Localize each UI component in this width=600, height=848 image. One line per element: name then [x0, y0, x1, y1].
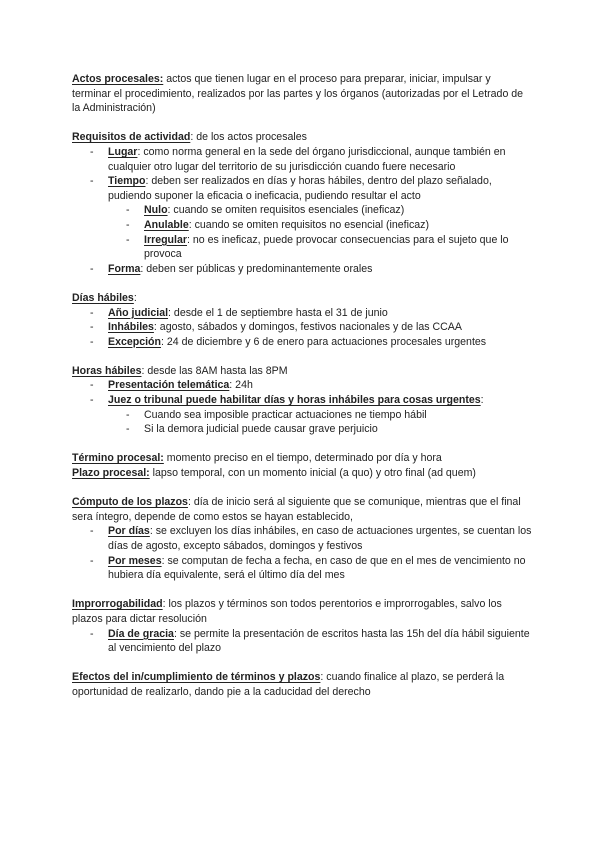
list-item [72, 320, 532, 335]
term: Irregular [144, 233, 187, 246]
sub-list-item: - Si la demora judicial puede causar grave perjuicio [72, 422, 532, 437]
term: Inhábiles [108, 321, 154, 334]
dias-habiles-heading [72, 291, 532, 306]
definition: : cuando se omiten requisitos no esencial (ineficaz) [188, 218, 429, 231]
term: Nulo [144, 204, 168, 217]
definition: : deben ser realizados en días y horas hábiles, dentro del plazo señalado, pudiendo suponer la eficacia o ineficacia, pudiendo resultar el acto [108, 175, 492, 202]
horas-habiles-heading [72, 364, 532, 379]
definition: : desde el 1 de septiembre hasta el 31 de junio [168, 306, 388, 319]
list-item [72, 145, 532, 174]
term: Efectos del in/cumplimiento de términos y plazos [72, 671, 321, 684]
list-item [72, 524, 532, 553]
computo-list [72, 524, 532, 582]
definition: momento preciso en el tiempo, determinado por día y hora [163, 452, 442, 465]
definition: : se permite la presentación de escritos hasta las 15h del día hábil siguiente al vencimiento del plazo [108, 627, 530, 655]
document-page [72, 72, 532, 700]
plazo-procesal-paragraph [72, 466, 532, 481]
definition: : se computan de fecha a fecha, en caso de que en el mes de vencimiento no hubiera día equivalente, será el último día del mes [108, 554, 526, 582]
term: Por meses [108, 554, 162, 567]
sub-list-item [72, 233, 532, 262]
requisitos-list [72, 145, 532, 276]
list-item [72, 335, 532, 350]
term: Forma [108, 262, 141, 275]
list-item [72, 554, 532, 583]
termino-procesal-paragraph [72, 451, 532, 466]
definition: : como norma general en la sede del órgano jurisdiccional, aunque también en cualquier otro lugar del territorio de su jurisdicción cuando fuere necesario [108, 145, 506, 173]
term: Improrrogabilidad [72, 598, 163, 611]
dias-list [72, 306, 532, 350]
sub-list-item [72, 203, 532, 218]
definition: : [480, 394, 484, 407]
definition: : agosto, sábados y domingos, festivos nacionales y de las CCAA [153, 321, 462, 334]
definition: : 24 de diciembre y 6 de enero para actuaciones procesales urgentes [161, 335, 487, 348]
term: Por días [108, 525, 150, 538]
term: Plazo procesal: [72, 467, 150, 480]
definition: : se excluyen los días inhábiles, en caso de actuaciones urgentes, se cuentan los días de agosto, excepto sábados, domingos y festivos [108, 525, 532, 552]
definition: : 24h [229, 379, 253, 392]
efectos-paragraph [72, 670, 532, 699]
definition: actos que tienen lugar en el proceso para preparar, iniciar, impulsar y terminar el procedimiento, realizados por las partes y los órganos (autorizadas por el Letrado de la Administración) [72, 73, 524, 115]
definition: : cuando finalice al plazo, se perderá la oportunidad de realizarlo, dando pie a la caducidad del derecho [72, 671, 505, 698]
list-item [72, 378, 532, 393]
computo-paragraph [72, 495, 532, 524]
definition: : día de inicio será al siguiente que se comunique, mientras que el final sera íntegro, depende de como estos se hayan establecido, [72, 496, 521, 523]
definition: : cuando se omiten requisitos esenciales (ineficaz) [167, 204, 405, 217]
term: Día de gracia [108, 627, 174, 640]
term: Cómputo de los plazos [72, 496, 188, 509]
term: Anulable [144, 218, 189, 231]
term: Juez o tribunal puede habilitar días y horas inhábiles para cosas urgentes [108, 394, 481, 407]
improrrogabilidad-list [72, 627, 532, 656]
term: Requisitos de actividad [72, 131, 191, 144]
term: Presentación telemática [108, 379, 230, 392]
horas-list [72, 378, 532, 436]
definition: : los plazos y términos son todos perentorios e improrrogables, salvo los plazos para dictar resolución [72, 598, 502, 625]
term: Días hábiles [72, 291, 134, 304]
list-item [72, 174, 532, 203]
definition: : de los actos procesales [190, 131, 307, 144]
term: Actos procesales: [72, 73, 164, 85]
definition: : deben ser públicas y predominantemente orales [140, 262, 373, 275]
term: Lugar [108, 145, 138, 158]
list-item [72, 627, 532, 656]
list-item [72, 393, 532, 408]
list-item [72, 306, 532, 321]
definition: : no es ineficaz, puede provocar consecuencias para el sujeto que lo provoca [144, 233, 509, 261]
term: Año judicial [108, 306, 169, 319]
actos-procesales-paragraph [72, 72, 532, 116]
sub-list-item [72, 218, 532, 233]
definition: : [133, 291, 137, 304]
definition: lapso temporal, con un momento inicial (a quo) y otro final (ad quem) [149, 467, 476, 480]
definition: : desde las 8AM hasta las 8PM [141, 364, 288, 377]
term: Tiempo [108, 175, 146, 188]
requisitos-heading [72, 130, 532, 145]
term: Horas hábiles [72, 364, 142, 377]
term: Excepción [108, 335, 161, 348]
term: Término procesal: [72, 452, 164, 465]
list-item [72, 262, 532, 277]
improrrogabilidad-paragraph [72, 597, 532, 626]
sub-list-item: - Cuando sea imposible practicar actuaciones ne tiempo hábil [72, 408, 532, 423]
